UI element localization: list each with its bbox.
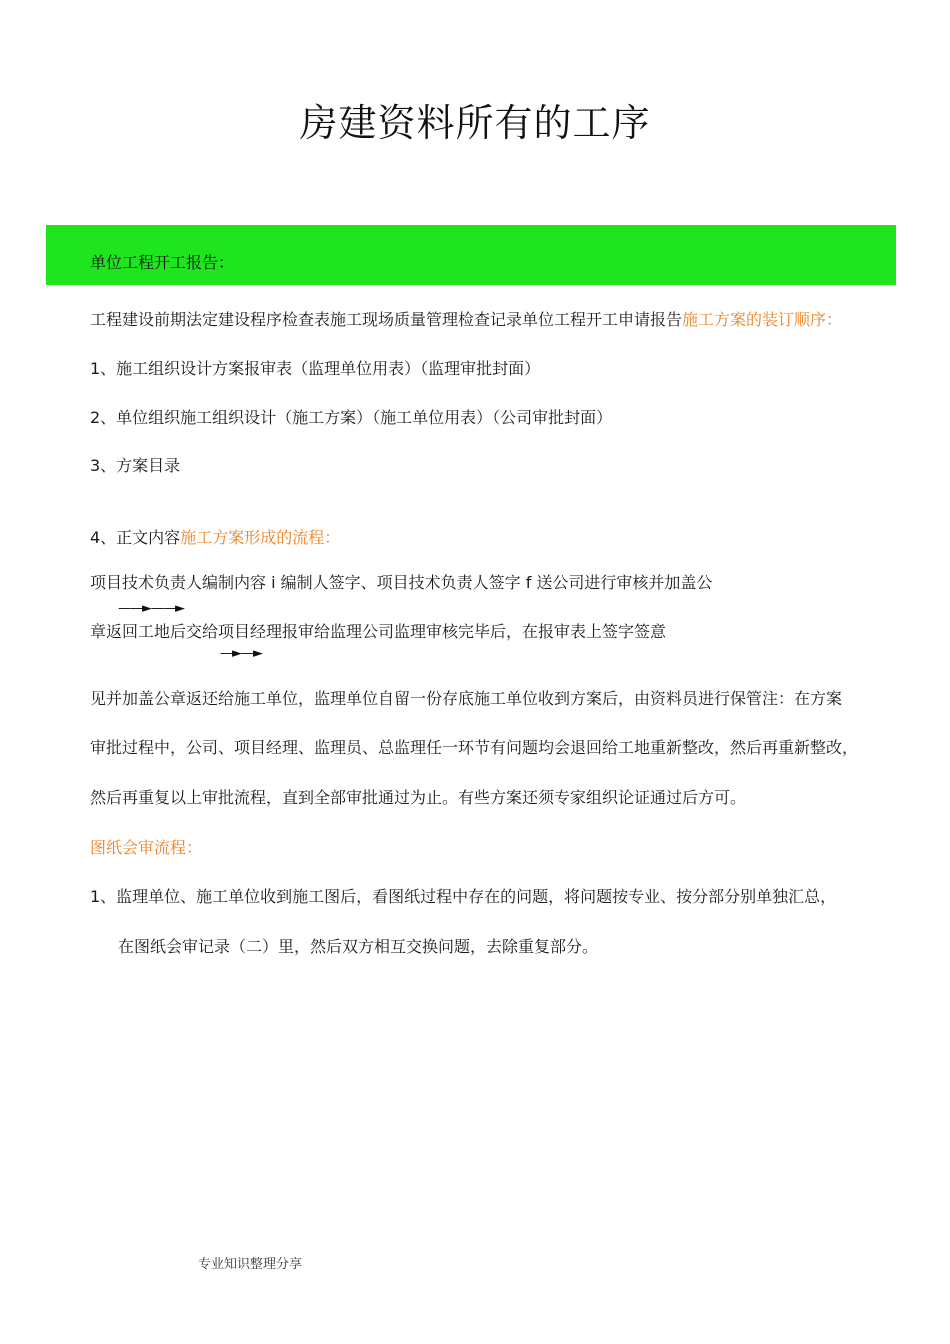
flow-arrow-1: ——►——► (118, 601, 184, 616)
list-item-4 (90, 528, 340, 548)
list-item-3: 3、方案目录 (90, 456, 181, 475)
flow-line-1: 项目技术负责人编制内容 i 编制人签字、项目技术负责人签字 f 送公司进行审核并加盖公 (90, 573, 713, 592)
document-title: 房建资料所有的工序 (299, 101, 651, 145)
drawing-review-heading: 图纸会审流程： (90, 838, 203, 857)
flow-arrow-2: —►—► (220, 646, 262, 661)
drawing-review-item-1-cont: 在图纸会审记录（二）里，然后双方相互交换问题，去除重复部分。 (118, 937, 599, 956)
page-footer: 专业知识整理分享 (198, 1257, 303, 1272)
list-item-1: 1、施工组织设计方案报审表（监理单位用表）（监理审批封面） (90, 359, 541, 378)
list-item-4-highlight: 施工方案形成的流程： (180, 528, 341, 547)
intro-highlight: 施工方案的装订顺序： (682, 310, 843, 329)
intro-paragraph (90, 310, 842, 330)
flow-line-5: 然后再重复以上审批流程，直到全部审批通过为止。有些方案还须专家组织论证通过后方可。 (90, 788, 747, 807)
list-item-2: 2、单位组织施工组织设计（施工方案）（施工单位用表）（公司审批封面） (90, 408, 613, 427)
flow-line-2: 章返回工地后交给项目经理报审给监理公司监理审核完毕后，在报审表上签字签意 (90, 622, 667, 641)
intro-main-text: 工程建设前期法定建设程序检查表施工现场质量管理检查记录单位工程开工申请报告 (90, 310, 683, 329)
drawing-review-item-1: 1、监理单位、施工单位收到施工图后，看图纸过程中存在的问题，将问题按专业、按分部分别单独汇总， (90, 887, 837, 906)
list-item-4-text: 4、正文内容 (90, 528, 181, 547)
flow-line-4: 审批过程中，公司、项目经理、监理员、总监理任一环节有问题均会退回给工地重新整改，然后再重新整改， (90, 738, 859, 757)
flow-line-3: 见并加盖公章返还给施工单位，监理单位自留一份存底施工单位收到方案后，由资料员进行保管注：在方案 (90, 689, 843, 708)
banner-heading: 单位工程开工报告： (90, 253, 235, 272)
